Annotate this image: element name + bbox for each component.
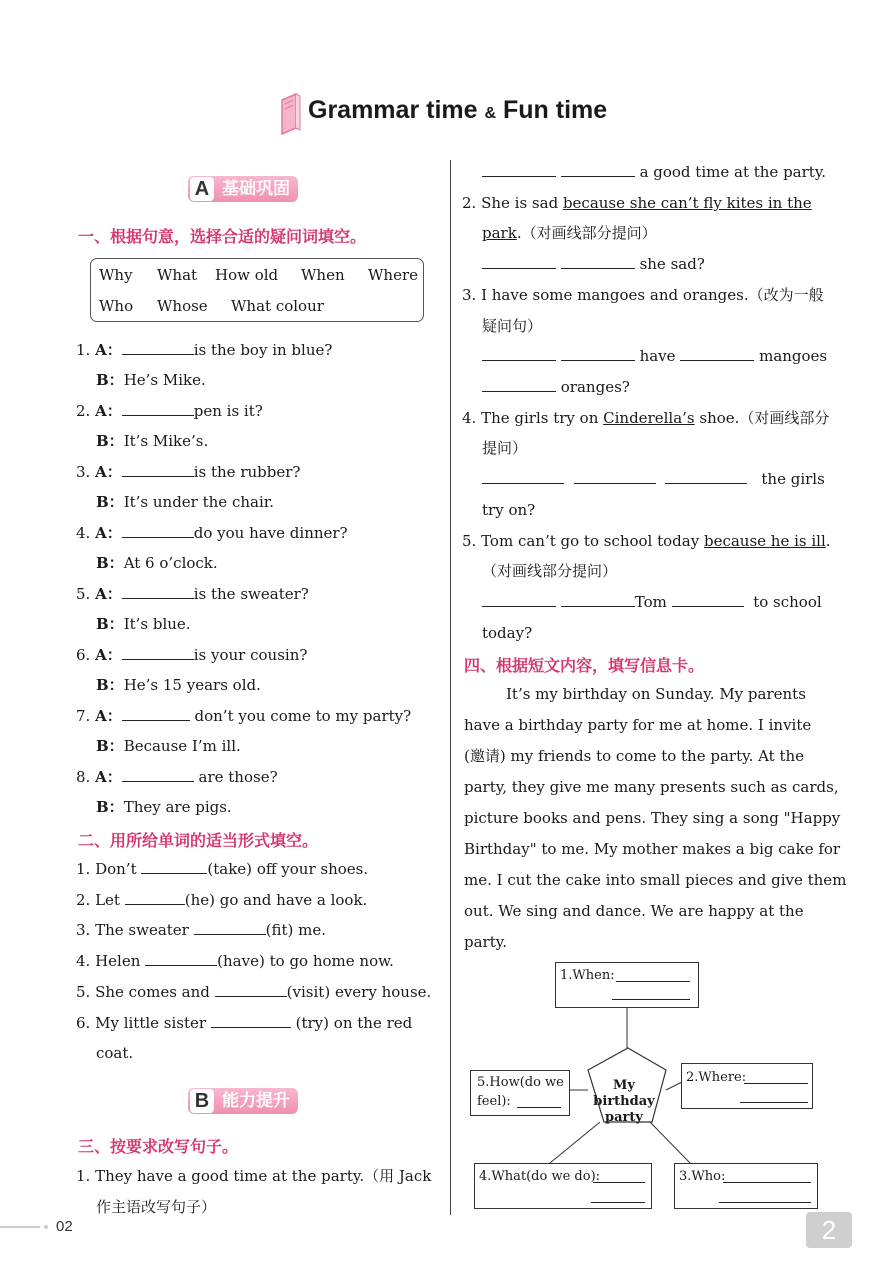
fill-item: 4. Helen (have) to go home now. bbox=[76, 952, 394, 970]
answer-item: B：It’s Mike’s. bbox=[96, 432, 209, 450]
answer-blank[interactable] bbox=[122, 523, 194, 538]
answer-blank[interactable] bbox=[145, 951, 217, 966]
answer-blank[interactable] bbox=[122, 401, 194, 416]
answer-blank[interactable] bbox=[122, 462, 194, 477]
passage-line: have a birthday party for me at home. I invite bbox=[464, 716, 812, 734]
answer-blank[interactable] bbox=[482, 377, 556, 392]
word-bank-item: What colour bbox=[231, 297, 324, 315]
section-b-badge bbox=[188, 1088, 298, 1114]
rewrite-answer-line: the girls bbox=[482, 469, 825, 489]
answer-blank[interactable] bbox=[672, 592, 744, 607]
answer-blank[interactable] bbox=[616, 967, 690, 982]
word-bank bbox=[90, 258, 424, 322]
rewrite-answer-line: Tom to school bbox=[482, 592, 822, 612]
answer-blank[interactable] bbox=[122, 584, 194, 599]
question-item: 7. A： don’t you come to my party? bbox=[76, 707, 412, 725]
footer-rule bbox=[0, 1226, 40, 1228]
word-bank-item: How old bbox=[215, 266, 279, 284]
answer-blank[interactable] bbox=[125, 890, 185, 905]
passage-line: party, they give me many presents such as cards, bbox=[464, 778, 839, 796]
rewrite-question-cont: 疑问句） bbox=[482, 317, 543, 335]
section-a-letter: A bbox=[190, 177, 214, 201]
rewrite-question: 5. Tom can’t go to school today because he is ill. bbox=[462, 532, 831, 550]
answer-item: B：It’s blue. bbox=[96, 615, 191, 633]
answer-blank[interactable] bbox=[122, 706, 190, 721]
answer-item: B：At 6 o’clock. bbox=[96, 554, 218, 572]
rewrite-question-cont: 提问） bbox=[482, 439, 528, 457]
question-item: 2. A： pen is it? bbox=[76, 402, 263, 420]
section-a-badge bbox=[188, 176, 298, 202]
rewrite-answer-line: oranges? bbox=[482, 377, 630, 397]
section-a-label: 基础巩固 bbox=[222, 179, 290, 199]
answer-blank[interactable] bbox=[482, 592, 556, 607]
answer-blank[interactable] bbox=[561, 592, 635, 607]
answer-item: B：He’s 15 years old. bbox=[96, 676, 261, 694]
answer-blank[interactable] bbox=[723, 1168, 811, 1183]
fill-item-continued: coat. bbox=[96, 1044, 134, 1062]
footer-dot bbox=[44, 1225, 48, 1229]
answer-blank[interactable] bbox=[194, 920, 266, 935]
word-bank-item: Where bbox=[368, 266, 419, 284]
info-box-when: 1.When: bbox=[555, 962, 699, 1008]
answer-blank[interactable] bbox=[561, 162, 635, 177]
passage-line: Birthday" to me. My mother makes a big cake for bbox=[464, 840, 841, 858]
answer-blank[interactable] bbox=[482, 162, 556, 177]
rewrite-question-cont: （对画线部分提问） bbox=[482, 562, 618, 580]
question-item: 8. A： are those? bbox=[76, 768, 278, 786]
rewrite-answer-cont: today? bbox=[482, 624, 533, 642]
answer-blank[interactable] bbox=[215, 982, 287, 997]
center-label: My birthday party bbox=[593, 1078, 655, 1125]
info-box-how: 5.How(do we feel): bbox=[470, 1070, 570, 1116]
question-item: 5. A： is the sweater? bbox=[76, 585, 309, 603]
part4-heading: 四、根据短文内容，填写信息卡。 bbox=[464, 656, 705, 675]
answer-blank[interactable] bbox=[719, 1188, 811, 1203]
answer-blank[interactable] bbox=[665, 469, 747, 484]
word-bank-item: Who bbox=[99, 297, 134, 315]
word-bank-item: Whose bbox=[157, 297, 208, 315]
fill-item: 5. She comes and (visit) every house. bbox=[76, 983, 432, 1001]
word-bank-item: When bbox=[301, 266, 345, 284]
answer-blank[interactable] bbox=[561, 346, 635, 361]
answer-blank[interactable] bbox=[482, 346, 556, 361]
info-box-where: 2.Where: bbox=[681, 1063, 813, 1109]
fill-item: 2. Let (he) go and have a look. bbox=[76, 891, 368, 909]
info-box-who: 3.Who: bbox=[674, 1163, 818, 1209]
passage-line: (邀请) my friends to come to the party. At the bbox=[464, 747, 805, 765]
answer-blank[interactable] bbox=[561, 254, 635, 269]
rewrite-question: 2. She is sad because she can’t fly kites in the bbox=[462, 194, 812, 212]
answer-item: B：He’s Mike. bbox=[96, 371, 206, 389]
part1-heading: 一、根据句意，选择合适的疑问词填空。 bbox=[78, 227, 367, 246]
reading-passage bbox=[464, 684, 847, 963]
answer-blank[interactable] bbox=[211, 1013, 291, 1028]
rewrite-question: 1. They have a good time at the party.（用 Jack bbox=[76, 1167, 432, 1185]
rewrite-answer-line: she sad? bbox=[482, 254, 705, 274]
fill-item: 6. My little sister (try) on the red bbox=[76, 1014, 413, 1032]
word-bank-item: Why bbox=[99, 266, 133, 284]
book-icon bbox=[278, 92, 302, 136]
answer-item: B：Because I’m ill. bbox=[96, 737, 241, 755]
page-number-badge: 2 bbox=[806, 1212, 852, 1248]
answer-blank[interactable] bbox=[591, 1188, 645, 1203]
answer-blank[interactable] bbox=[122, 340, 194, 355]
answer-blank[interactable] bbox=[744, 1069, 808, 1084]
section-b-label: 能力提升 bbox=[222, 1091, 290, 1111]
answer-blank[interactable] bbox=[122, 645, 194, 660]
passage-line: me. I cut the cake into small pieces and give them bbox=[464, 871, 847, 889]
answer-blank[interactable] bbox=[517, 1093, 561, 1108]
question-item: 1. A： is the boy in blue? bbox=[76, 341, 333, 359]
answer-blank[interactable] bbox=[680, 346, 754, 361]
rewrite-question-cont: park.（对画线部分提问） bbox=[482, 224, 657, 242]
section-b-letter: B bbox=[190, 1089, 214, 1113]
part3-heading: 三、按要求改写句子。 bbox=[78, 1137, 239, 1156]
answer-item: B：It’s under the chair. bbox=[96, 493, 275, 511]
answer-blank[interactable] bbox=[574, 469, 656, 484]
rewrite-question: 3. I have some mangoes and oranges.（改为一般 bbox=[462, 286, 824, 304]
answer-blank[interactable] bbox=[482, 469, 564, 484]
page-title: Grammar time & Fun time bbox=[308, 96, 608, 124]
fill-item: 1. Don’t (take) off your shoes. bbox=[76, 860, 369, 878]
answer-blank[interactable] bbox=[612, 985, 690, 1000]
question-item: 4. A： do you have dinner? bbox=[76, 524, 348, 542]
page-number-left: 02 bbox=[56, 1218, 73, 1235]
passage-line: picture books and pens. They sing a song "Happy bbox=[464, 809, 841, 827]
rewrite-answer-line: a good time at the party. bbox=[482, 162, 826, 182]
answer-blank[interactable] bbox=[740, 1088, 808, 1103]
passage-line: It’s my birthday on Sunday. My parents bbox=[506, 685, 806, 703]
answer-blank[interactable] bbox=[593, 1168, 645, 1183]
rewrite-answer-cont: try on? bbox=[482, 501, 536, 519]
part2-heading: 二、用所给单词的适当形式填空。 bbox=[78, 831, 319, 850]
answer-item: B：They are pigs. bbox=[96, 798, 232, 816]
column-divider bbox=[450, 160, 451, 1215]
rewrite-answer-line: have mangoes bbox=[482, 346, 827, 366]
info-box-what: 4.What(do we do): bbox=[474, 1163, 652, 1209]
question-item: 3. A： is the rubber? bbox=[76, 463, 301, 481]
question-item: 6. A： is your cousin? bbox=[76, 646, 308, 664]
rewrite-question-cont: 作主语改写句子） bbox=[96, 1198, 217, 1216]
answer-blank[interactable] bbox=[482, 254, 556, 269]
passage-line: out. We sing and dance. We are happy at the bbox=[464, 902, 804, 920]
answer-blank[interactable] bbox=[122, 767, 194, 782]
passage-line: party. bbox=[464, 933, 507, 951]
rewrite-question: 4. The girls try on Cinderella’s shoe.（对画线部分 bbox=[462, 409, 830, 427]
word-bank-item: What bbox=[157, 266, 198, 284]
fill-item: 3. The sweater (fit) me. bbox=[76, 921, 327, 939]
answer-blank[interactable] bbox=[141, 859, 207, 874]
